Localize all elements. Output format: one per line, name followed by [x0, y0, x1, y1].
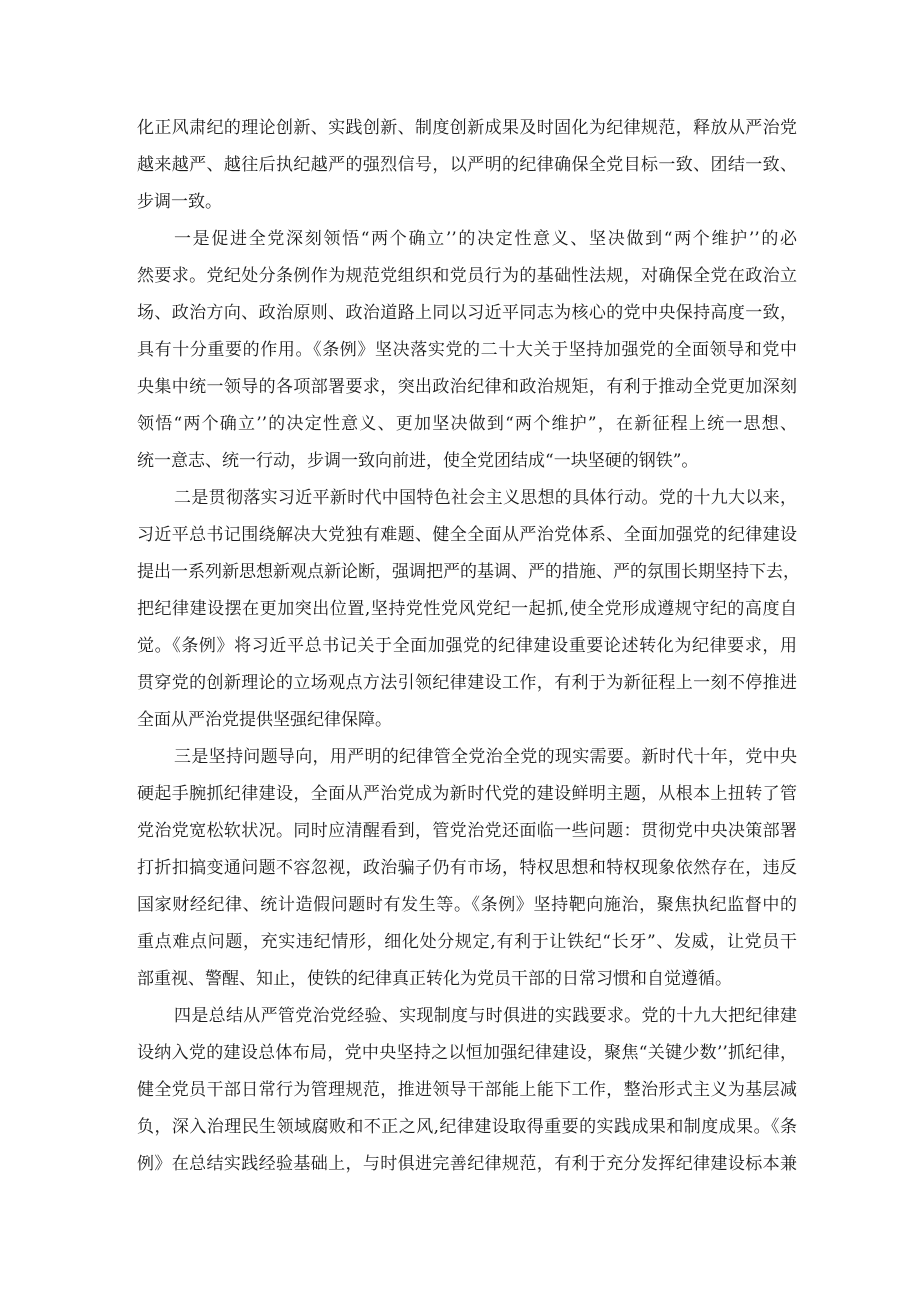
- text-line: 健全党员干部日常行为管理规范，推进领导干部能上能下工作，整治形式主义为基层减: [137, 1080, 797, 1100]
- text-line: 提出一系列新思想新观点新论断，强调把严的基调、严的措施、严的氛围长期坚持下去，: [137, 562, 800, 582]
- text-line: 然要求。党纪处分条例作为规范党组织和党员行为的基础性法规，对确保全党在政治立: [137, 266, 797, 286]
- paragraph-first-line: 一是促进全党深刻领悟“两个确立’’的决定性意义、坚决做到“两个维护’’的必: [174, 229, 797, 249]
- paragraph-first-line: 四是总结从严管党治党经验、实现制度与时俱进的实践要求。党的十九大把纪律建: [174, 1006, 797, 1026]
- paragraph-first-line: 二是贯彻落实习近平新时代中国特色社会主义思想的具体行动。党的十九大以来，: [174, 488, 797, 508]
- text-line: 具有十分重要的作用。《条例》坚决落实党的二十大关于坚持加强党的全面领导和党中: [137, 340, 797, 360]
- text-line: 领悟“两个确立’’的决定性意义、更加坚决做到“两个维护”，在新征程上统一思想、: [137, 414, 797, 434]
- text-line: 化正风肃纪的理论创新、实践创新、制度创新成果及时固化为纪律规范，释放从严治党: [137, 118, 797, 138]
- text-line: 全面从严治党提供坚强纪律保障。: [137, 710, 392, 730]
- text-line: 贯穿党的创新理论的立场观点方法引领纪律建设工作，有利于为新征程上一刻不停推进: [137, 673, 797, 693]
- text-line: 觉。《条例》将习近平总书记关于全面加强党的纪律建设重要论述转化为纪律要求，用: [137, 636, 797, 656]
- paragraph-first-line: 三是坚持问题导向，用严明的纪律管全党治全党的现实需要。新时代十年，党中央: [174, 747, 797, 767]
- text-line: 打折扣搞变通问题不容忽视，政治骗子仍有市场，特权思想和特权现象依然存在，违反: [137, 858, 797, 878]
- text-line: 场、政治方向、政治原则、政治道路上同以习近平同志为核心的党中央保持高度一致，: [137, 303, 797, 323]
- text-line: 重点难点问题，充实违纪情形，细化处分规定,有利于让铁纪“长牙”、发威，让党员干: [137, 932, 797, 952]
- text-line: 部重视、警醒、知止，使铁的纪律真正转化为党员干部的日常习惯和自觉遵循。: [137, 969, 732, 989]
- text-line: 硬起手腕抓纪律建设，全面从严治党成为新时代党的建设鲜明主题，从根本上扭转了管: [137, 784, 797, 804]
- text-line: 设纳入党的建设总体布局，党中央坚持之以恒加强纪律建设，聚焦“关键少数’’抓纪律，: [137, 1043, 797, 1063]
- text-line: 例》在总结实践经验基础上，与时俱进完善纪律规范，有利于充分发挥纪律建设标本兼: [137, 1154, 797, 1174]
- text-line: 央集中统一领导的各项部署要求，突出政治纪律和政治规矩，有利于推动全党更加深刻: [137, 377, 797, 397]
- text-line: 把纪律建设摆在更加突出位置,坚持党性党风党纪一起抓,使全党形成遵规守纪的高度自: [137, 599, 797, 619]
- text-line: 国家财经纪律、统计造假问题时有发生等。《条例》坚持靶向施治，聚焦执纪监督中的: [137, 895, 797, 915]
- text-line: 负，深入治理民生领域腐败和不正之风,纪律建设取得重要的实践成果和制度成果。《条: [137, 1117, 797, 1137]
- text-line: 越来越严、越往后执纪越严的强烈信号，以严明的纪律确保全党目标一致、团结一致、: [137, 155, 797, 175]
- text-line: 步调一致。: [137, 192, 222, 212]
- text-line: 统一意志、统一行动，步调一致向前进，使全党团结成“一块坚硬的钢铁”。: [137, 451, 699, 471]
- text-line: 党治党宽松软状况。同时应清醒看到，管党治党还面临一些问题：贯彻党中央决策部署: [137, 821, 797, 841]
- text-line: 习近平总书记围绕解决大党独有难题、健全全面从严治党体系、全面加强党的纪律建设: [137, 525, 797, 545]
